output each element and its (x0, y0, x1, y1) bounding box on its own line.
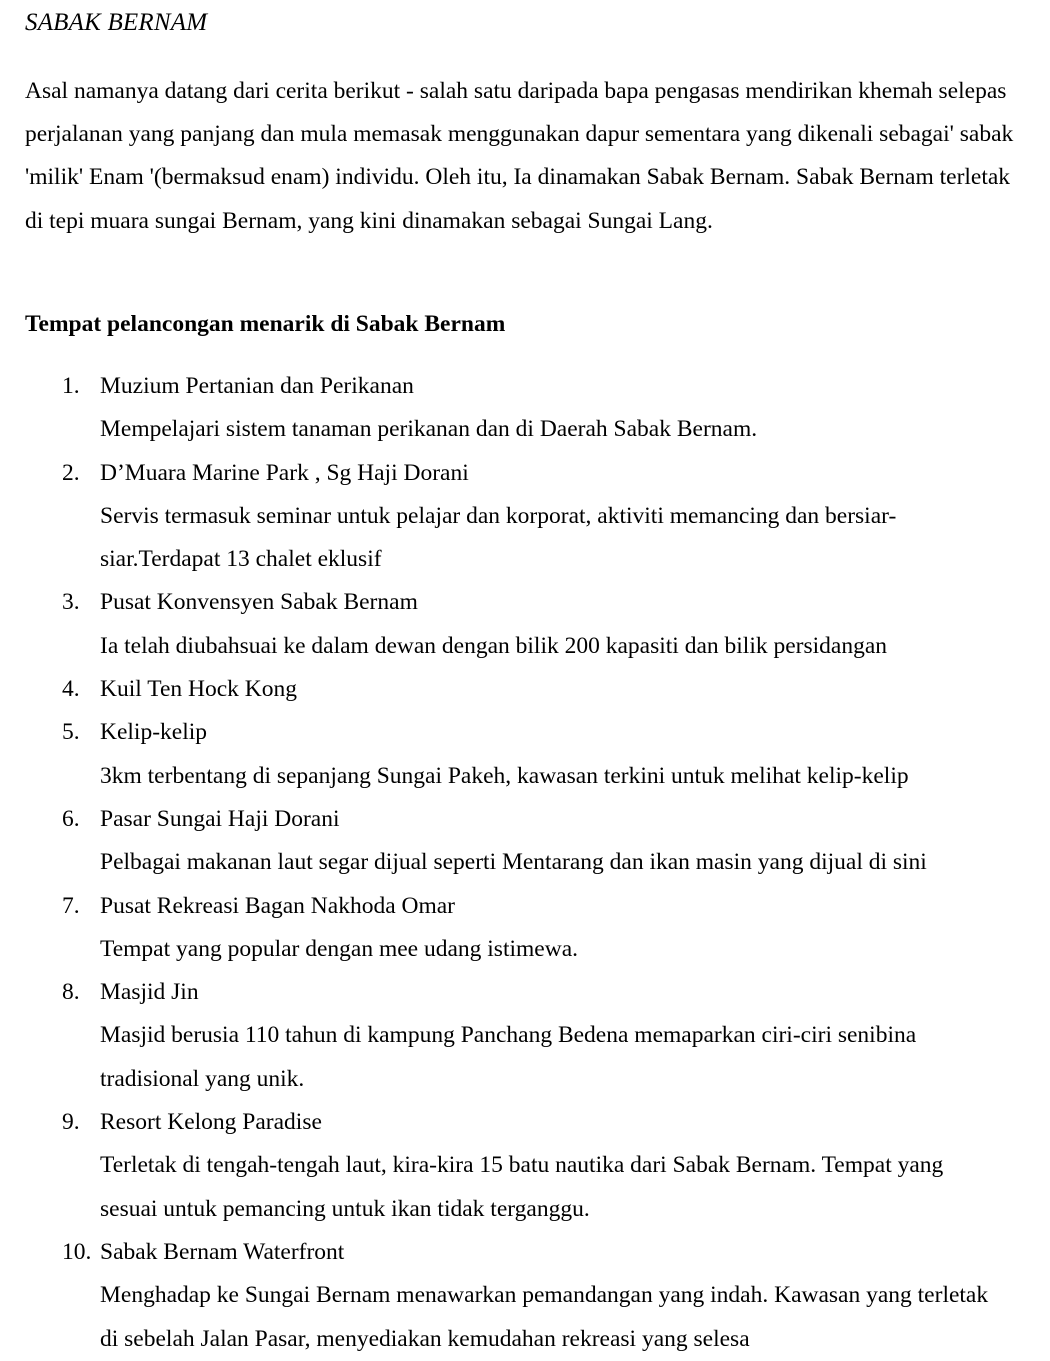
item-description: Servis termasuk seminar untuk pelajar dan korporat, aktiviti memancing dan bersiar-siar.Terdapat 13 chalet eklusif (100, 502, 897, 573)
list-item (0, 1231, 1050, 1361)
item-number: 10. (62, 1238, 92, 1265)
item-number: 3. (62, 589, 80, 616)
item-number: 6. (62, 805, 80, 832)
item-name: Pusat Konvensyen Sabak Bernam (100, 589, 418, 616)
item-name: Resort Kelong Paradise (100, 1109, 322, 1136)
list-item (0, 711, 1050, 798)
item-description: Pelbagai makanan laut segar dijual seperti Mentarang dan ikan masin yang dijual di sini (100, 849, 927, 876)
item-name: Muzium Pertanian dan Perikanan (100, 373, 414, 399)
list-item (0, 885, 1050, 972)
intro-paragraph: Asal namanya datang dari cerita berikut - salah satu daripada bapa pengasas mendirikan khemah selepas perjalanan yang panjang dan mula memasak menggunakan dapur sementara yang dikenali sebagai' sabak 'milik' Enam '(bermaksud enam) individu. Oleh itu, Ia dinamakan Sabak Bernam. Sabak Bernam terletak di tepi muara sungai Bernam, yang kini dinamakan sebagai Sungai Lang. (25, 78, 1014, 234)
list-item (0, 581, 1050, 668)
list-item (0, 1101, 1050, 1231)
item-description: Mempelajari sistem tanaman perikanan dan di Daerah Sabak Bernam. (100, 416, 758, 443)
section-heading: Tempat pelancongan menarik di Sabak Bernam (25, 311, 506, 337)
item-description: Menghadap ke Sungai Bernam menawarkan pemandangan yang indah. Kawasan yang terletak di sebelah Jalan Pasar, menyediakan kemudahan rekreasi yang selesa (100, 1282, 989, 1352)
list-item (0, 365, 1050, 452)
item-number: 7. (62, 892, 80, 919)
item-name: Kelip-kelip (100, 719, 208, 746)
document-title: SABAK BERNAM (25, 9, 208, 36)
item-description: Terletak di tengah-tengah laut, kira-kira 15 batu nautika dari Sabak Bernam. Tempat yang sesuai untuk pemancing untuk ikan tidak terganggu. (100, 1152, 944, 1222)
item-number: 9. (62, 1109, 80, 1136)
item-name: Masjid Jin (100, 979, 199, 1006)
item-number: 2. (62, 459, 80, 486)
item-description: 3km terbentang di sepanjang Sungai Pakeh, kawasan terkini untuk melihat kelip-kelip (100, 762, 909, 789)
item-number: 1. (62, 373, 80, 399)
attractions-list (0, 365, 1050, 1361)
list-item (0, 452, 1050, 582)
list-item (0, 971, 1050, 1101)
list-item (0, 798, 1050, 885)
item-name: Pusat Rekreasi Bagan Nakhoda Omar (100, 892, 456, 919)
item-description: Masjid berusia 110 tahun di kampung Panchang Bedena memaparkan ciri-ciri senibina tradisional yang unik. (100, 1022, 917, 1092)
item-description: Tempat yang popular dengan mee udang istimewa. (100, 935, 578, 962)
item-name: Sabak Bernam Waterfront (100, 1238, 345, 1265)
item-number: 8. (62, 979, 80, 1006)
item-name: D’Muara Marine Park , Sg Haji Dorani (100, 459, 469, 486)
item-description: Ia telah diubahsuai ke dalam dewan dengan bilik 200 kapasiti dan bilik persidangan (100, 632, 888, 659)
item-number: 4. (62, 676, 80, 703)
item-name: Kuil Ten Hock Kong (100, 676, 297, 703)
list-item (0, 668, 1050, 711)
item-number: 5. (62, 719, 80, 746)
item-name: Pasar Sungai Haji Dorani (100, 805, 340, 832)
